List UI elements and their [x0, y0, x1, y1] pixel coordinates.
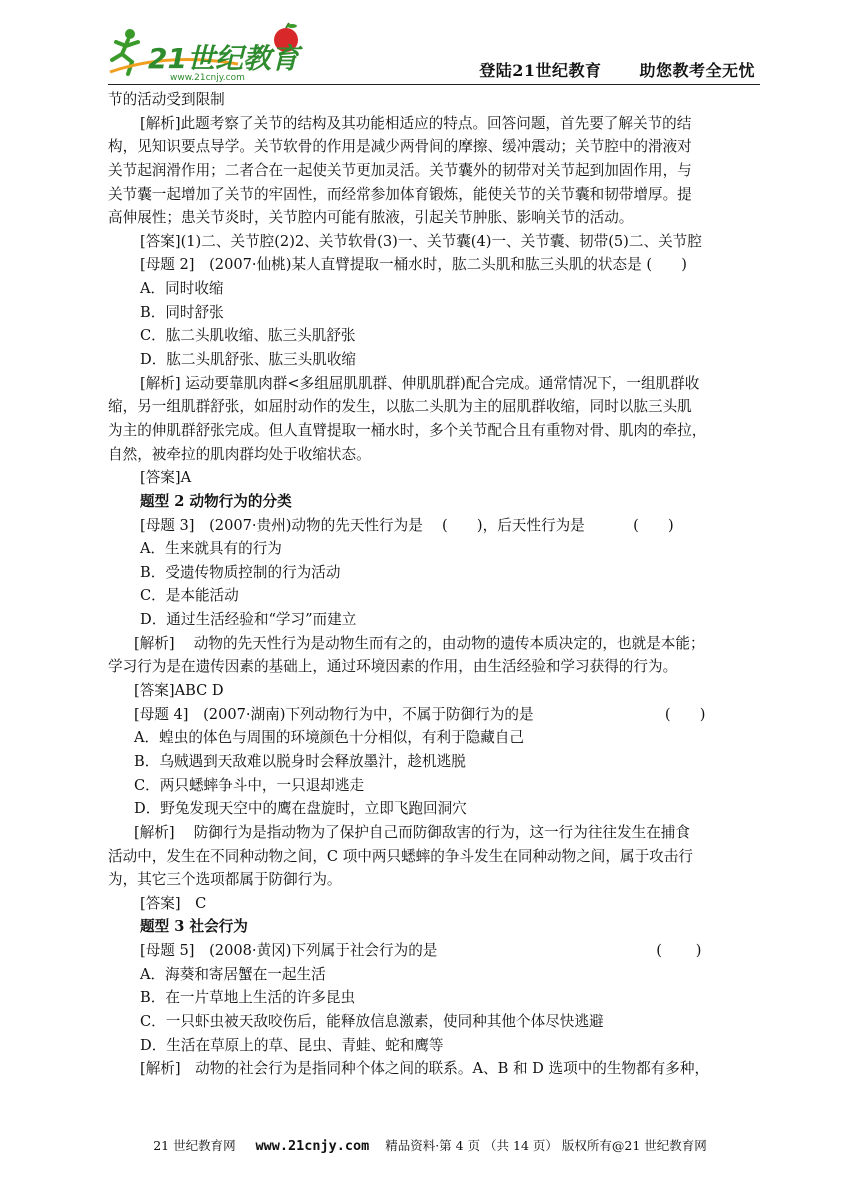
logo-graphic [108, 22, 308, 84]
svg-text:21世纪教育: 21世纪教育 [148, 42, 299, 75]
text-line: 构，见知识要点导学。关节软骨的作用是减少两骨间的摩擦、缓冲震动；关节腔中的滑液对 [108, 138, 692, 156]
text-line: 题型 2 动物行为的分类 [140, 492, 292, 510]
text-line: 自然，被牵拉的肌肉群均处于收缩状态。 [108, 445, 371, 463]
text-line: 学习行为是在遗传因素的基础上，通过环境因素的作用，由生活经验和学习获得的行为。 [108, 658, 678, 676]
text-line: A．同时收缩 [140, 280, 224, 298]
text-line: A．蝗虫的体色与周围的环境颜色十分相似，有利于隐藏自己 [134, 729, 524, 747]
text-line: [答案]A [140, 469, 192, 487]
footer-page-info: 精品资料·第 4 页 （共 14 页） 版权所有@21 世纪教育网 [385, 1138, 707, 1153]
footer-site: 21 世纪教育网 [153, 1138, 236, 1153]
text-line: 为，其它三个选项都属于防御行为。 [108, 871, 342, 889]
text-line: B．在一片草地上生活的许多昆虫 [140, 989, 356, 1007]
text-line: [母题 4] (2007·湖南)下列动物行为中，不属于防御行为的是 ( ) [134, 705, 706, 723]
text-line: [解析] 动物的先天性行为是动物生而有之的，由动物的遗传本质决定的，也就是本能； [134, 634, 705, 652]
text-line: [母题 3] (2007·贵州)动物的先天性行为是 ( )，后天性行为是 ( ) [140, 516, 674, 534]
text-line: [解析]此题考察了关节的结构及其功能相适应的特点。回答问题，首先要了解关节的结 [140, 114, 692, 132]
text-line: 缩，另一组肌群舒张，如屈肘动作的发生，以肱二头肌为主的屈肌群收缩，同时以肱三头肌 [108, 398, 692, 416]
text-line: [母题 5] (2008·黄冈)下列属于社会行为的是 ( ) [140, 942, 702, 960]
text-line: [母题 2] (2007·仙桃)某人直臂提取一桶水时，肱二头肌和肱三头肌的状态是 ( ) [140, 256, 687, 274]
text-line: [答案] C [140, 894, 207, 912]
text-line: D．通过生活经验和“学习”而建立 [140, 611, 357, 629]
page-header [0, 0, 860, 88]
text-line: C．肱二头肌收缩、肱三头肌舒张 [140, 327, 356, 345]
text-line: [解析] 运动要靠肌肉群<多组屈肌肌群、伸肌肌群)配合完成。通常情况下，一组肌群收 [140, 374, 700, 392]
text-line: B．乌贼遇到天敌难以脱身时会释放墨汁，趁机逃脱 [134, 752, 466, 770]
text-line: 高伸展性；患关节炎时，关节腔内可能有脓液，引起关节肿胀、影响关节的活动。 [108, 209, 634, 227]
text-line: C．是本能活动 [140, 587, 239, 605]
text-line: A．生来就具有的行为 [140, 540, 282, 558]
text-line: D．肱二头肌舒张、肱三头肌收缩 [140, 351, 357, 369]
text-line: [解析] 动物的社会行为是指同种个体之间的联系。A、B 和 D 选项中的生物都有多种， [140, 1060, 710, 1078]
text-line: 为主的伸肌群舒张完成。但人直臂提取一桶水时，多个关节配合且有重物对骨、肌肉的牵拉， [108, 421, 707, 439]
page-footer [0, 1136, 860, 1154]
text-line: D．野兔发现天空中的鹰在盘旋时，立即飞跑回洞穴 [134, 800, 467, 818]
header-slogan [479, 58, 755, 81]
text-line: B．同时舒张 [140, 303, 224, 321]
text-line: D．生活在草原上的草、昆虫、青蛙、蛇和鹰等 [140, 1036, 444, 1054]
text-line: C．一只虾虫被天敌咬伤后，能释放信息激素，使同种其他个体尽快逃避 [140, 1012, 604, 1030]
slogan-left: 登陆21世纪教育 [479, 61, 602, 80]
site-logo[interactable] [108, 22, 308, 84]
svg-text:www.21cnjy.com: www.21cnjy.com [170, 73, 245, 83]
text-line: 节的活动受到限制 [108, 91, 225, 108]
text-line: 关节起润滑作用；二者合在一起使关节更加灵活。关节囊外的韧带对关节起到加固作用，与 [108, 161, 692, 179]
header-divider [108, 84, 760, 85]
text-line: [答案](1)二、关节腔(2)2、关节软骨(3)一、关节囊(4)一、关节囊、韧带(5)二、关节腔 [140, 232, 702, 250]
text-line: 活动中，发生在不同种动物之间，C 项中两只蟋蟀的争斗发生在同种动物之间，属于攻击行 [108, 847, 693, 865]
text-line: [答案]ABC D [134, 682, 224, 700]
text-line: [解析] 防御行为是指动物为了保护自己而防御敌害的行为，这一行为往往发生在捕食 [134, 823, 690, 841]
footer-url[interactable]: www.21cnjy.com [255, 1138, 370, 1154]
document-body [108, 88, 758, 1081]
text-line: C．两只蟋蟀争斗中，一只退却逃走 [134, 776, 365, 794]
slogan-right: 助您教考全无忧 [639, 61, 755, 80]
text-line: A．海葵和寄居蟹在一起生活 [140, 965, 326, 983]
text-line: 题型 3 社会行为 [140, 918, 248, 936]
text-line: 关节囊一起增加了关节的牢固性，而经常参加体育锻炼，能使关节的关节囊和韧带增厚。提 [108, 185, 692, 203]
text-line: B．受遗传物质控制的行为活动 [140, 563, 341, 581]
